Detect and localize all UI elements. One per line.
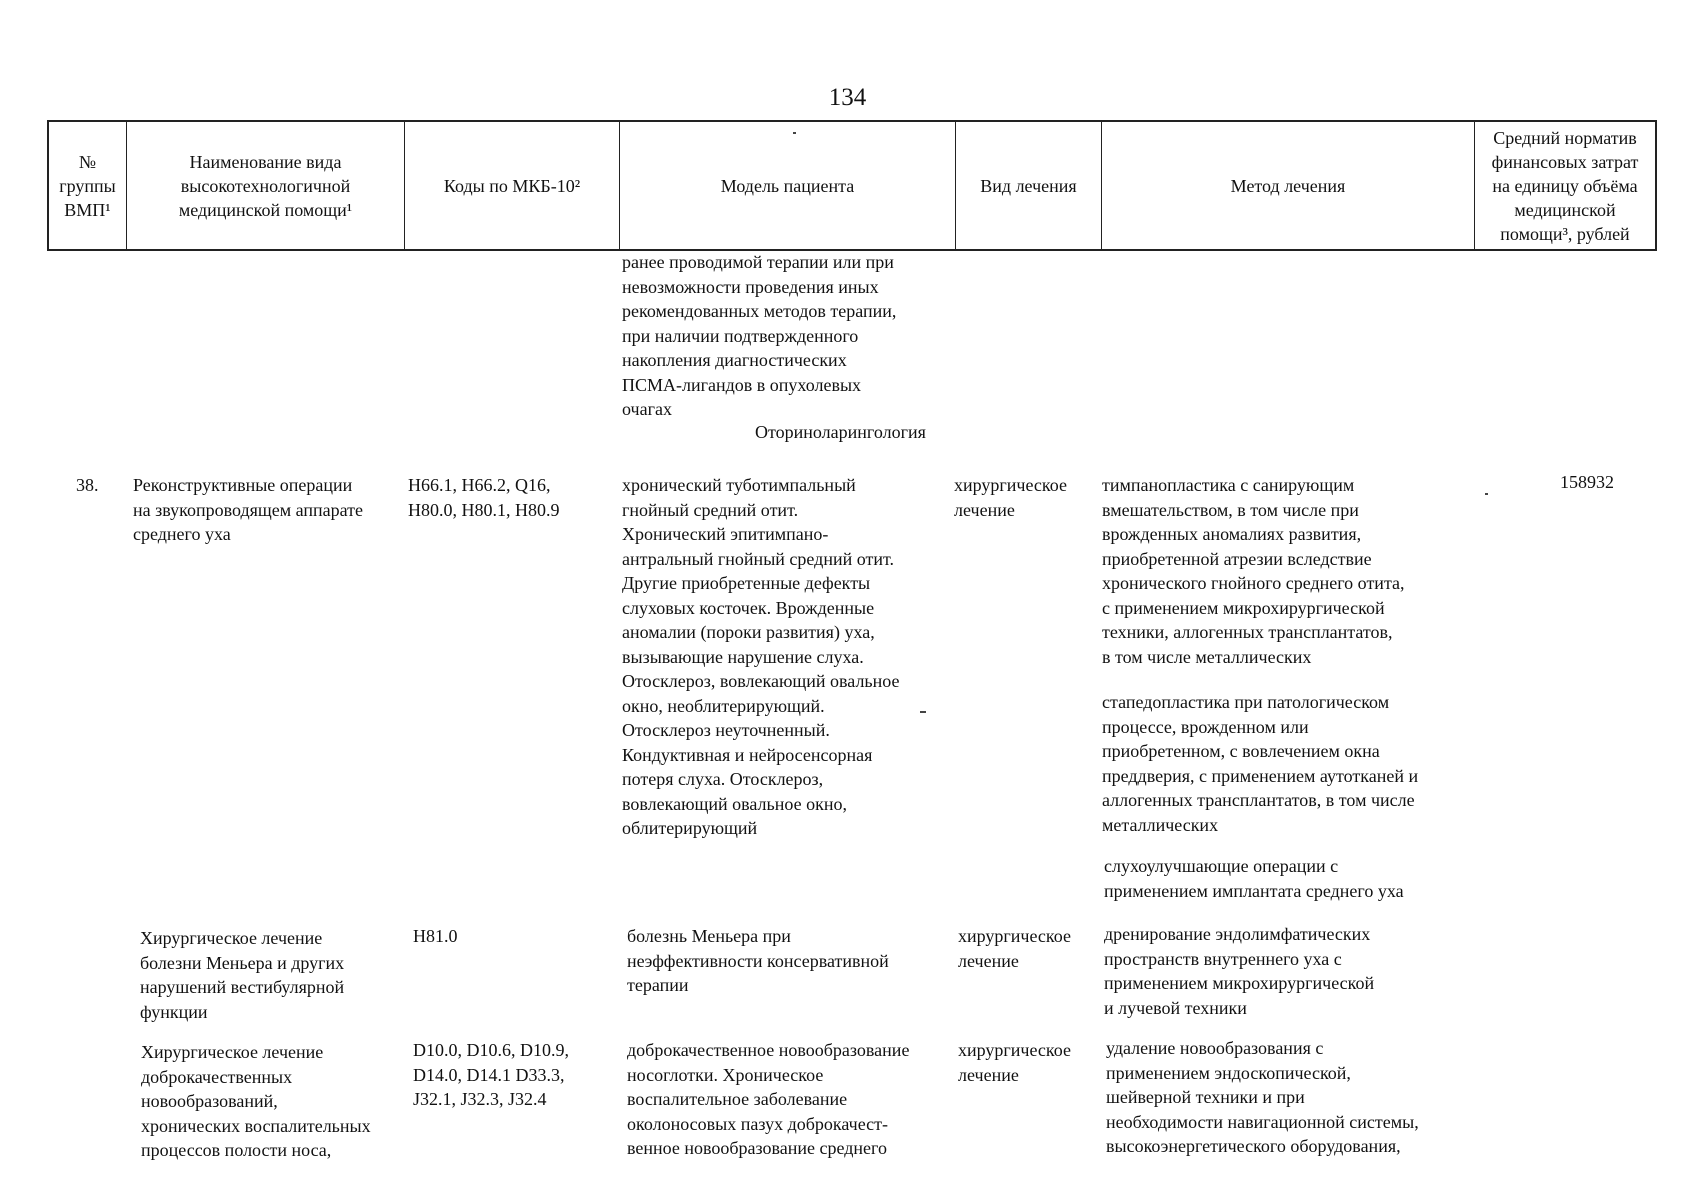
text-line: воспалительное заболевание	[627, 1089, 848, 1109]
text-line: неэффективности консервативной	[627, 950, 889, 971]
row-meniere-name	[140, 926, 344, 1024]
text-line: ранее проводимой терапии или при	[622, 252, 894, 272]
text-line: Отосклероз неуточненный.	[622, 720, 830, 740]
continuation-model-text	[622, 250, 896, 422]
header-group-line: группы	[59, 175, 116, 196]
scan-speck	[793, 132, 796, 134]
header-group-line: ВМП¹	[64, 199, 111, 220]
text-line: лечение	[958, 1064, 1019, 1085]
text-line: доброкачественных	[141, 1066, 293, 1087]
row-benign-codes	[413, 1038, 569, 1112]
text-line: очагах	[622, 399, 672, 419]
text-line: венное новообразование среднего	[627, 1138, 887, 1158]
row-meniere-model	[627, 924, 889, 998]
header-name-line: высокотехнологичной	[180, 175, 351, 196]
text-line: облитерирующий	[622, 818, 758, 838]
text-line: рекомендованных методов терапии,	[622, 301, 897, 321]
text-line: доброкачественное новообразование	[627, 1040, 910, 1060]
row-benign-treatment-type	[958, 1038, 1071, 1087]
text-line: вызывающие нарушение слуха.	[622, 646, 864, 667]
text-line: процессов полости носа,	[141, 1140, 332, 1160]
text-line: тимпанопластика с санирующим	[1102, 475, 1355, 495]
row38-method-1	[1102, 473, 1405, 669]
text-line: D10.0, D10.6, D10.9,	[413, 1040, 569, 1060]
text-line: лечение	[954, 499, 1015, 520]
header-group-number	[49, 122, 127, 249]
text-line: приобретенном, с вовлечением окна	[1102, 741, 1380, 761]
text-line: слухоулучшающие операции с	[1104, 856, 1339, 876]
row38-cost: 158932	[1560, 472, 1614, 492]
header-cost	[1475, 122, 1655, 249]
text-line: гнойный средний отит.	[622, 499, 799, 520]
text-line: приобретенной атрезии вследствие	[1102, 548, 1372, 569]
text-line: ПСМА-лигандов в опухолевых	[622, 374, 862, 395]
text-line: процессе, врожденном или	[1102, 716, 1309, 737]
text-line: аномалии (пороки развития) уха,	[622, 622, 875, 642]
row38-method-3	[1104, 854, 1404, 903]
text-line: Хронический эпитимпано-	[622, 524, 829, 544]
text-line: удаление новообразования с	[1106, 1038, 1324, 1058]
header-icd-codes-label: Коды по МКБ-10²	[443, 175, 581, 196]
text-line: с применением микрохирургической	[1102, 597, 1385, 618]
row38-treatment-type	[954, 473, 1067, 522]
header-cost-line: медицинской	[1514, 199, 1616, 220]
text-line: H80.0, H80.1, H80.9	[408, 499, 560, 520]
row-benign-method	[1106, 1036, 1419, 1159]
text-line: хронических воспалительных	[141, 1115, 371, 1136]
text-line: Хирургическое лечение	[141, 1042, 324, 1062]
text-line: хирургическое	[958, 926, 1071, 946]
text-line: техники, аллогенных трансплантатов,	[1102, 622, 1393, 642]
row38-name	[133, 473, 363, 547]
header-patient-model-label: Модель пациента	[720, 175, 855, 196]
text-line: Кондуктивная и нейросенсорная	[622, 744, 873, 765]
text-line: хронического гнойного среднего отита,	[1102, 573, 1405, 593]
text-line: в том числе металлических	[1102, 646, 1312, 667]
text-line: H81.0	[413, 926, 458, 946]
table-header	[47, 120, 1657, 251]
text-line: болезнь Меньера при	[627, 926, 791, 946]
text-line: болезни Меньера и других	[140, 952, 345, 973]
text-line: околоносовых пазух доброкачест-	[627, 1113, 888, 1134]
scan-speck	[920, 711, 926, 713]
row38-number: 38.	[76, 475, 99, 495]
text-line: применением микрохирургической	[1104, 973, 1375, 993]
text-line: необходимости навигационной системы,	[1106, 1111, 1419, 1132]
text-line: на звукопроводящем аппарате	[133, 499, 364, 520]
text-line: D14.0, D14.1 D33.3,	[413, 1064, 565, 1085]
header-patient-model	[620, 122, 956, 249]
text-line: лечение	[958, 950, 1019, 971]
text-line: аллогенных трансплантатов, в том числе	[1102, 790, 1415, 810]
text-line: вовлекающий овальное окно,	[622, 793, 847, 814]
header-treatment-type-label: Вид лечения	[980, 175, 1077, 196]
text-line: пространств внутреннего уха с	[1104, 948, 1342, 969]
text-line: дренирование эндолимфатических	[1104, 924, 1371, 944]
text-line: вмешательством, в том числе при	[1102, 499, 1359, 520]
scan-speck	[1485, 493, 1488, 495]
header-cost-line: Средний норматив	[1493, 127, 1637, 148]
header-method-label: Метод лечения	[1230, 175, 1346, 196]
text-line: Хирургическое лечение	[140, 928, 323, 948]
text-line: J32.1, J32.3, J32.4	[413, 1089, 547, 1109]
text-line: среднего уха	[133, 524, 231, 544]
row38-codes	[408, 473, 560, 522]
text-line: шейверной техники и при	[1106, 1087, 1305, 1107]
text-line: металлических	[1102, 814, 1219, 835]
text-line: антральный гнойный средний отит.	[622, 548, 894, 569]
text-line: нарушений вестибулярной	[140, 977, 345, 997]
header-method	[1102, 122, 1475, 249]
text-line: при наличии подтвержденного	[622, 325, 859, 346]
row-meniere-codes	[413, 924, 458, 949]
text-line: окно, необлитерирующий.	[622, 695, 825, 716]
text-line: H66.1, H66.2, Q16,	[408, 475, 551, 495]
text-line: высокоэнергетического оборудования,	[1106, 1136, 1401, 1156]
row-benign-name	[141, 1040, 371, 1163]
text-line: слуховых косточек. Врожденные	[622, 597, 875, 618]
text-line: преддверия, с применением аутотканей и	[1102, 765, 1419, 786]
text-line: хирургическое	[954, 475, 1067, 495]
text-line: функции	[140, 1001, 208, 1022]
text-line: Другие приобретенные дефекты	[622, 573, 871, 593]
row-meniere-method	[1104, 922, 1374, 1020]
page-number: 134	[828, 84, 867, 111]
row-benign-model	[627, 1038, 909, 1161]
text-line: применением эндоскопической,	[1106, 1062, 1351, 1083]
text-line: врожденных аномалиях развития,	[1102, 524, 1362, 544]
header-name	[127, 122, 405, 249]
section-title: Оториноларингология	[755, 422, 926, 442]
text-line: новообразований,	[141, 1091, 278, 1111]
text-line: и лучевой техники	[1104, 997, 1247, 1018]
header-name-line: Наименование вида	[189, 151, 342, 172]
header-name-line: медицинской помощи¹	[178, 199, 353, 220]
text-line: стапедопластика при патологическом	[1102, 692, 1390, 712]
header-group-line: №	[78, 151, 97, 172]
text-line: потеря слуха. Отосклероз,	[622, 769, 824, 789]
text-line: накопления диагностических	[622, 350, 847, 370]
text-line: Реконструктивные операции	[133, 475, 353, 495]
text-line: терапии	[627, 975, 689, 995]
row38-model	[622, 473, 899, 841]
header-cost-line: помощи³, рублей	[1500, 223, 1630, 244]
header-cost-line: финансовых затрат	[1491, 151, 1639, 172]
header-cost-line: на единицу объёма	[1492, 175, 1638, 196]
text-line: хирургическое	[958, 1040, 1071, 1060]
header-icd-codes	[405, 122, 620, 249]
text-line: хронический туботимпальный	[622, 475, 856, 495]
header-treatment-type	[956, 122, 1102, 249]
text-line: применением имплантата среднего уха	[1104, 880, 1404, 901]
row-meniere-treatment-type	[958, 924, 1071, 973]
text-line: невозможности проведения иных	[622, 276, 879, 297]
text-line: носоглотки. Хроническое	[627, 1064, 824, 1085]
text-line: Отосклероз, вовлекающий овальное	[622, 671, 900, 691]
row38-method-2	[1102, 690, 1418, 837]
